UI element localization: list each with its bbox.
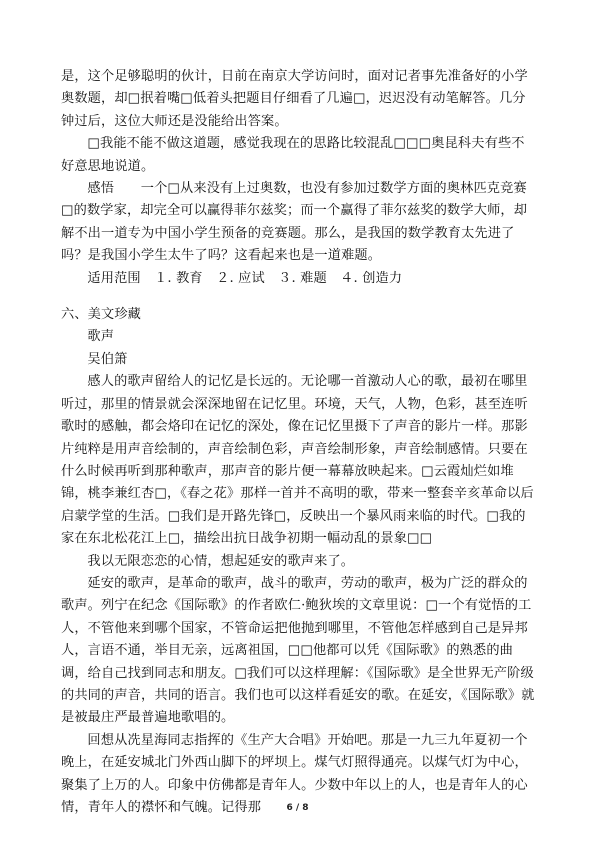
paragraph-article-1: 感人的歌声留给人的记忆是长远的。无论哪一首激动人心的歌，最初在哪里听过，那里的情景就会深深地留在记忆里。环境，天气，人物，色彩，甚至连听歌时的感触，都会烙印在记忆的深处，像在记忆里摄下了声音的影片一样。那影片纯粹是用声音绘制的，声音绘制色彩，声音绘制形象，声音绘制感情。只要在什么时候再听到那种歌声，那声音的影片便一幕幕放映起来。□云霞灿烂如堆锦，桃李兼红杏□，《春之花》那样一首并不高明的歌，带来一整套辛亥革命以后启蒙学堂的生活。□我们是开路先锋□，反映出一个暴风雨来临的时代。□我的家在东北松花江上□，描绘出抗日战争初期一幅动乱的景象□□ — [61, 374, 534, 547]
paragraph-article-2: 我以无限恋恋的心情，想起延安的歌声来了。 — [87, 553, 355, 569]
paragraph-article-3: 延安的歌声，是革命的歌声，战斗的歌声，劳动的歌声，极为广泛的群众的歌声。列宁在纪念《国际歌》的作者欧仁·鲍狄埃的文章里说：□一个有觉悟的工人，不管他来到哪个国家，不管命运把他抛到哪里，不管他怎样感到自己是异邦人，言语不通，举目无亲，远离祖国，□□他都可以凭《国际歌》的熟悉的曲调，给自己找到同志和朋友。□我们可以这样理解：《国际歌》是全世界无产阶级的共同的声音，共同的语言。我们也可以这样看延安的歌。在延安，《国际歌》就是被最庄严最普遍地歌唱的。 — [61, 575, 535, 726]
page-number: 6 / 8 — [286, 803, 309, 813]
paragraph-quote: □我能不能不做这道题，感觉我现在的思路比较混乱□□□奥昆科夫有些不好意思地说道。 — [61, 136, 525, 174]
article-author: 吴伯箫 — [87, 351, 128, 367]
paragraph-reflection: 感悟 一个□从来没有上过奥数，也没有参加过数学方面的奥林匹克竞赛□的数学家，却完全可以赢得菲尔兹奖；而一个赢得了菲尔兹奖的数学大师，却解不出一道专为中国小学生预备的竞赛题。那么，是我国的数学教育太先进了吗？是我国小学生太牛了吗？这看起来也是一道难题。 — [61, 181, 528, 264]
paragraph-continuation: 是，这个足够聪明的伙计，日前在南京大学访问时，面对记者事先准备好的小学奥数题，却□抿着嘴□低着头把题目仔细看了几遍□，迟迟没有动笔解答。几分钟过后，这位大师还是没能给出答案。 — [61, 69, 528, 129]
paragraph-scope: 适用范围 １. 教育 ２. 应试 ３. 难题 ４. 创造力 — [87, 270, 403, 286]
article-title: 歌声 — [87, 329, 115, 345]
document-body — [61, 66, 537, 819]
section-title: 六、美文珍藏 — [61, 307, 142, 323]
paragraph-article-4: 回想从冼星海同志指挥的《生产大合唱》开始吧。那是一九三九年夏初一个晚上，在延安城北门外西山脚下的坪坝上。煤气灯照得通亮。以煤气灯为中心，聚集了上万的人。印象中仿佛都是青年人。少数中年以上的人，也是青年人的心情，青年人的襟怀和气魄。记得那 — [61, 732, 528, 815]
